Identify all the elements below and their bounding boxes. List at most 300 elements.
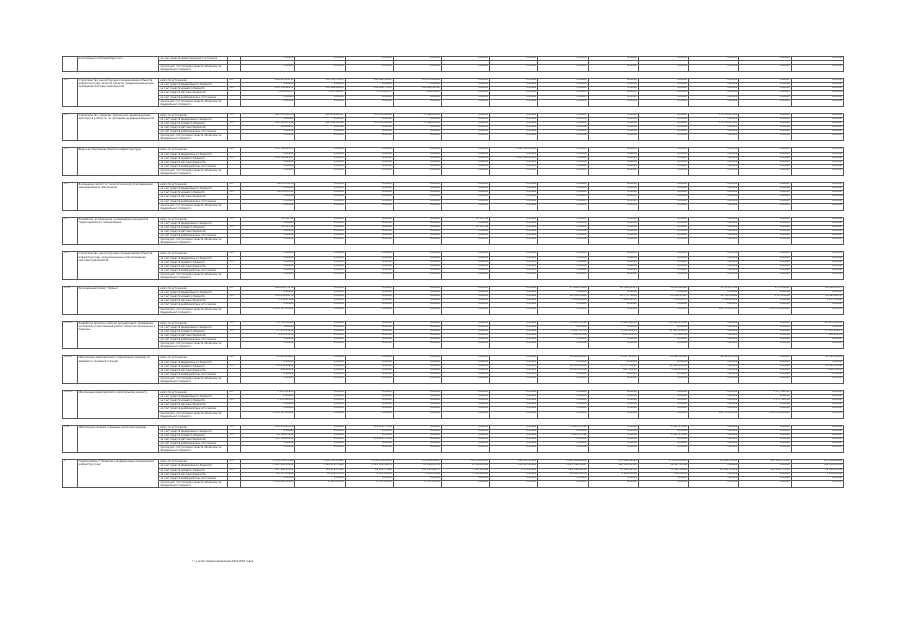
amount-cell: 1 177 919,18: [739, 399, 791, 403]
amount-cell: 0,00000: [689, 472, 739, 476]
amount-cell: 0,00000: [739, 126, 791, 130]
amount-cell: 0,00000: [240, 83, 294, 87]
funding-source: за счет средств федерального бюджета: [159, 291, 228, 295]
amount-cell: 0,00000: [393, 126, 441, 130]
amount-cell: 0,00000: [441, 476, 489, 480]
amount-cell: 0,00000: [739, 252, 791, 256]
amount-cell: 0,00000: [638, 199, 688, 203]
amount-cell: 0,00000: [295, 334, 345, 338]
amount-cell: 0,00000: [791, 238, 843, 245]
amount-cell: 0,00000: [490, 152, 538, 156]
amount-cell: 0,00000: [638, 291, 688, 295]
funding-source: прочие доп. поступления средств обязательств федерального бюджета: [159, 480, 228, 487]
amount-cell: 0,00000: [638, 203, 688, 210]
amount-cell: 0,00000: [441, 264, 489, 268]
amount-cell: 0,00000: [638, 126, 688, 130]
amount-cell: 333 663,88: [638, 334, 688, 338]
amount-cell: 0,00000: [739, 438, 791, 442]
amount-cell: 0,00000: [345, 117, 393, 121]
amount-cell: 0,00000: [295, 411, 345, 418]
amount-cell: 0,00000: [689, 168, 739, 175]
amount-cell: 0,00000: [393, 342, 441, 349]
amount-cell: 0,00000: [538, 307, 588, 314]
amount-cell: 0,00000: [791, 183, 843, 187]
amount-cell: 0,00000: [393, 83, 441, 87]
amount-cell: 8 932,00070: [345, 472, 393, 476]
amount-cell: 0,00000: [739, 130, 791, 134]
amount-cell: 0,00000: [295, 433, 345, 437]
amount-cell: 0,00000: [739, 199, 791, 203]
amount-cell: 0,00000: [345, 342, 393, 349]
budget-code: [228, 134, 241, 141]
amount-cell: 0,00000: [441, 407, 489, 411]
block-spacer: [63, 384, 844, 391]
amount-cell: 0,00000: [538, 260, 588, 264]
amount-cell: 0,00000: [490, 291, 538, 295]
amount-cell: 298 942,56521: [345, 79, 393, 83]
amount-cell: 0,00000: [441, 238, 489, 245]
amount-cell: 0,00000: [739, 321, 791, 325]
funding-source: прочие доп. поступления средств обязательств федерального бюджета: [159, 203, 228, 210]
amount-cell: 0,00000: [295, 342, 345, 349]
row-number: [63, 57, 78, 72]
amount-cell: 130 438,29178: [240, 295, 294, 299]
amount-cell: 0,00000: [538, 164, 588, 168]
amount-cell: 0,00000: [240, 203, 294, 210]
amount-cell: 0,00000: [490, 260, 538, 264]
amount-cell: 0,00000: [689, 372, 739, 376]
amount-cell: 0,00000: [490, 321, 538, 325]
amount-cell: 0,00000: [441, 321, 489, 325]
funding-source: за счет средств федерального бюджета: [159, 152, 228, 156]
amount-cell: 0,00000: [588, 199, 638, 203]
amount-cell: 23 392 176,20: [689, 460, 739, 464]
amount-cell: 0,00000: [538, 360, 588, 364]
amount-cell: 0,00000: [490, 438, 538, 442]
amount-cell: 0,00000: [441, 126, 489, 130]
amount-cell: 0,00000: [638, 338, 688, 342]
amount-cell: 0,00000: [689, 464, 739, 468]
amount-cell: 0,00000: [345, 295, 393, 299]
amount-cell: 0,00000: [689, 272, 739, 279]
amount-cell: 0,00000: [588, 395, 638, 399]
amount-cell: 0,00000: [393, 446, 441, 453]
measure-name: Обеспечение мероприятий по капитальному ремонту: [77, 391, 159, 419]
amount-cell: 0,00000: [538, 411, 588, 418]
amount-cell: 0,00000: [538, 203, 588, 210]
amount-cell: 0,00000: [739, 476, 791, 480]
amount-cell: 0,00000: [538, 195, 588, 199]
funding-source: всего по источникам: [159, 252, 228, 256]
amount-cell: 0,00000: [739, 342, 791, 349]
amount-cell: 171 783,27883: [689, 113, 739, 117]
amount-cell: 520 019,09: [791, 334, 843, 338]
amount-cell: 0,00000: [240, 168, 294, 175]
amount-cell: 0,00000: [295, 256, 345, 260]
amount-cell: 0,00000: [393, 321, 441, 325]
budget-code: 171: [228, 191, 241, 195]
amount-cell: 0,00000: [345, 57, 393, 61]
amount-cell: 0,00000: [791, 268, 843, 272]
amount-cell: 0,00000: [393, 148, 441, 152]
amount-cell: 1 177,91418: [739, 295, 791, 299]
block-spacer: [63, 314, 844, 321]
budget-code: [228, 376, 241, 383]
amount-cell: 0,00000: [393, 433, 441, 437]
amount-cell: 0,00000: [638, 130, 688, 134]
amount-cell: 0,00000: [345, 95, 393, 99]
amount-cell: 0,00000: [588, 168, 638, 175]
amount-cell: 1 882 479,96: [538, 433, 588, 437]
amount-cell: 0,00000: [739, 407, 791, 411]
amount-cell: 0,00000: [638, 187, 688, 191]
amount-cell: 0,00000: [441, 342, 489, 349]
amount-cell: 11 387,21100: [791, 364, 843, 368]
amount-cell: 0,00000: [295, 134, 345, 141]
amount-cell: 0,00000: [638, 99, 688, 106]
row-number: 1.5: [63, 148, 78, 176]
amount-cell: 0,00000: [689, 395, 739, 399]
amount-cell: 0,00000: [791, 399, 843, 403]
amount-cell: 0,00000: [689, 446, 739, 453]
amount-cell: -3 417 112,00: [588, 356, 638, 360]
amount-cell: 0,00000: [240, 395, 294, 399]
amount-cell: 0,00000: [588, 99, 638, 106]
amount-cell: 0,00000: [240, 268, 294, 272]
amount-cell: 0,00000: [689, 260, 739, 264]
funding-source: за счет средств местных бюджетов: [159, 195, 228, 199]
funding-source: прочие доп. поступления средств обязательств федерального бюджета: [159, 376, 228, 383]
amount-cell: 0,00000: [638, 64, 688, 71]
amount-cell: 31 705,36484: [240, 321, 294, 325]
amount-cell: 121 420,77434: [345, 425, 393, 429]
amount-cell: 0,00000: [345, 130, 393, 134]
amount-cell: 0,00000: [689, 191, 739, 195]
funding-source: за счет средств краевого бюджета: [159, 329, 228, 333]
amount-cell: 0,00000: [791, 122, 843, 126]
amount-cell: 0,00000: [638, 164, 688, 168]
amount-cell: 61 317,22646: [240, 472, 294, 476]
amount-cell: 0,00000: [791, 199, 843, 203]
measure-name: Строительство, освоение, техническое перевооружение аэропортов в области, по субсидиям на ведение бюджетов: [77, 113, 159, 141]
funding-source: за счет средств местных бюджетов: [159, 91, 228, 95]
amount-cell: 0,00000: [295, 399, 345, 403]
amount-cell: 0,00000: [295, 191, 345, 195]
amount-cell: 0,00000: [393, 399, 441, 403]
amount-cell: 0,00000: [791, 95, 843, 99]
amount-cell: 0,00000: [393, 395, 441, 399]
amount-cell: 0,00000: [441, 91, 489, 95]
amount-cell: 0,00000: [791, 291, 843, 295]
amount-cell: 0,00000: [345, 334, 393, 338]
amount-cell: 0,00000: [588, 221, 638, 225]
funding-source: за счет средств внебюджетных источников: [159, 476, 228, 480]
funding-source: прочие доп. поступления средств обязательств федерального бюджета: [159, 64, 228, 71]
amount-cell: 0,00000: [490, 122, 538, 126]
funding-source: за счет средств краевого бюджета: [159, 260, 228, 264]
amount-cell: 0,00000: [345, 303, 393, 307]
amount-cell: 0,00000: [393, 307, 441, 314]
amount-cell: 84 132,37035: [295, 472, 345, 476]
amount-cell: 0,00000: [739, 164, 791, 168]
amount-cell: 0,00000: [393, 287, 441, 291]
amount-cell: 0,00000: [295, 307, 345, 314]
amount-cell: 0,00000: [490, 411, 538, 418]
amount-cell: 121 420,77434: [345, 438, 393, 442]
amount-cell: 1 230 127,00000: [240, 307, 294, 314]
amount-cell: 0,00000: [240, 57, 294, 61]
spacer-cell: [63, 210, 844, 217]
amount-cell: 0,00000: [588, 338, 638, 342]
amount-cell: 0,00000: [538, 230, 588, 234]
amount-cell: 0,00000: [588, 187, 638, 191]
funding-source: за счет средств федерального бюджета: [159, 256, 228, 260]
amount-cell: 0,00000: [240, 152, 294, 156]
amount-cell: 0,00000: [490, 268, 538, 272]
amount-cell: 0,00000: [588, 264, 638, 268]
amount-cell: 225 995 770,00: [739, 468, 791, 472]
amount-cell: 60 576,93170: [441, 460, 489, 464]
amount-cell: 5 014,23066: [393, 472, 441, 476]
amount-cell: 0,00000: [791, 403, 843, 407]
amount-cell: 0,00000: [345, 83, 393, 87]
amount-cell: 0,00000: [240, 221, 294, 225]
amount-cell: 0,00000: [490, 164, 538, 168]
budget-code: 171: [228, 217, 241, 221]
funding-source: за счет средств местных бюджетов: [159, 160, 228, 164]
amount-cell: 0,00000: [345, 399, 393, 403]
funding-source: за счет средств федерального бюджета: [159, 360, 228, 364]
amount-cell: 0,00000: [441, 199, 489, 203]
amount-cell: 0,00000: [295, 391, 345, 395]
amount-cell: 0,00000: [295, 407, 345, 411]
funding-source: за счет средств краевого бюджета: [159, 122, 228, 126]
amount-cell: 0,00000: [638, 272, 688, 279]
amount-cell: 2 120 978,14: [638, 433, 688, 437]
amount-cell: 0,00000: [638, 117, 688, 121]
amount-cell: 0,00000: [345, 321, 393, 325]
amount-cell: 0,00000: [791, 195, 843, 199]
amount-cell: 0,00000: [588, 438, 638, 442]
amount-cell: 0,00000: [588, 130, 638, 134]
amount-cell: 0,00000: [441, 79, 489, 83]
amount-cell: 0,00000: [345, 225, 393, 229]
amount-cell: 0,00000: [791, 130, 843, 134]
amount-cell: 0,00000: [739, 442, 791, 446]
block-spacer: [63, 210, 844, 217]
amount-cell: 0,00000: [345, 134, 393, 141]
table-row: [63, 168, 844, 175]
amount-cell: 0,00000: [240, 187, 294, 191]
table-row: [63, 342, 844, 349]
amount-cell: 0,00000: [490, 325, 538, 329]
amount-cell: 0,00000: [791, 372, 843, 376]
amount-cell: 0,00000: [538, 438, 588, 442]
amount-cell: 0,00000: [538, 303, 588, 307]
amount-cell: 0,00000: [441, 295, 489, 299]
amount-cell: 11 262 218,69: [638, 364, 688, 368]
amount-cell: 0,00000: [490, 433, 538, 437]
amount-cell: 0,00000: [393, 429, 441, 433]
measure-name: Возмещение затрат по технологическому присоединению, единовременное обеспечение: [77, 183, 159, 211]
amount-cell: 0,00000: [588, 217, 638, 221]
amount-cell: 1 745 000,00: [393, 480, 441, 487]
funding-source: за счет средств краевого бюджета: [159, 87, 228, 91]
amount-cell: 0,00000: [490, 303, 538, 307]
amount-cell: 0,00000: [538, 476, 588, 480]
amount-cell: 0,00000: [638, 442, 688, 446]
amount-cell: 0,00000: [345, 187, 393, 191]
funding-source: за счет средств инвестиционного источника: [159, 57, 228, 61]
amount-cell: 0,00000: [393, 199, 441, 203]
amount-cell: 0,00000: [791, 264, 843, 268]
amount-cell: 585 970,17121: [295, 468, 345, 472]
amount-cell: 0,00000: [393, 57, 441, 61]
amount-cell: 21 036,95280: [240, 364, 294, 368]
amount-cell: 720,00637: [240, 126, 294, 130]
amount-cell: 0,00000: [295, 395, 345, 399]
amount-cell: 0,00000: [689, 342, 739, 349]
amount-cell: 3 367,08297: [295, 91, 345, 95]
amount-cell: 0,00000: [441, 442, 489, 446]
amount-cell: 0,00000: [345, 433, 393, 437]
amount-cell: 0,00000: [393, 338, 441, 342]
amount-cell: 0,00000: [538, 480, 588, 487]
amount-cell: 0,00000: [441, 195, 489, 199]
amount-cell: 0,00000: [538, 187, 588, 191]
amount-cell: 0,00000: [689, 57, 739, 61]
amount-cell: 0,00000: [638, 225, 688, 229]
amount-cell: 0,00000: [393, 372, 441, 376]
amount-cell: 0,00000: [345, 307, 393, 314]
amount-cell: 0,00000: [393, 376, 441, 383]
amount-cell: 0,00000: [295, 372, 345, 376]
funding-source: прочие доп. поступления средств обязательств федерального бюджета: [159, 99, 228, 106]
amount-cell: 0,00000: [490, 403, 538, 407]
amount-cell: 13 122,47222: [638, 295, 688, 299]
amount-cell: 0,00000: [588, 433, 638, 437]
amount-cell: 0,00000: [393, 164, 441, 168]
amount-cell: 0,00000: [490, 117, 538, 121]
funding-source: за счет средств внебюджетных источников: [159, 95, 228, 99]
amount-cell: 0,00000: [393, 187, 441, 191]
amount-cell: 171 783,27883: [689, 122, 739, 126]
amount-cell: 0,00000: [441, 191, 489, 195]
amount-cell: 475 564,60006: [791, 460, 843, 464]
amount-cell: 551 022,56964: [588, 460, 638, 464]
amount-cell: 0,00000: [345, 126, 393, 130]
funding-source: за счет средств местных бюджетов: [159, 264, 228, 268]
amount-cell: 0,00000: [588, 272, 638, 279]
amount-cell: 0,00000: [441, 391, 489, 395]
amount-cell: 0,00000: [588, 291, 638, 295]
funding-source: за счет средств местных бюджетов: [159, 368, 228, 372]
funding-source: всего по источникам: [159, 321, 228, 325]
funding-source: за счет средств внебюджетных источников: [159, 442, 228, 446]
amount-cell: 0,00000: [638, 217, 688, 221]
amount-cell: 0,00000: [791, 446, 843, 453]
amount-cell: 0,00000: [689, 238, 739, 245]
amount-cell: 0,00000: [295, 168, 345, 175]
amount-cell: 0,00000: [295, 325, 345, 329]
amount-cell: 0,00000: [689, 268, 739, 272]
amount-cell: 0,00000: [638, 195, 688, 199]
spacer-cell: [63, 453, 844, 460]
amount-cell: 0,00000: [739, 191, 791, 195]
amount-cell: 0,00000: [538, 403, 588, 407]
amount-cell: 73 410,38884: [638, 468, 688, 472]
amount-cell: 0,00000: [638, 376, 688, 383]
amount-cell: 0,00000: [791, 303, 843, 307]
amount-cell: 0,00000: [295, 203, 345, 210]
amount-cell: 0,00000: [588, 252, 638, 256]
amount-cell: 0,00000: [295, 164, 345, 168]
amount-cell: 0,00000: [441, 303, 489, 307]
amount-cell: 16 147,42168: [538, 364, 588, 368]
amount-cell: 0,00000: [441, 403, 489, 407]
amount-cell: 0,00000: [638, 407, 688, 411]
amount-cell: 139 957,08600: [490, 464, 538, 468]
amount-cell: 0,00000: [638, 221, 688, 225]
amount-cell: 0,00000: [791, 87, 843, 91]
amount-cell: 0,00000: [490, 187, 538, 191]
amount-cell: 0,00000: [588, 303, 638, 307]
amount-cell: 0,00000: [638, 113, 688, 117]
amount-cell: 0,00000: [393, 64, 441, 71]
amount-cell: 0,00000: [240, 338, 294, 342]
amount-cell: 0,00000: [240, 325, 294, 329]
amount-cell: 232 906,77453: [345, 87, 393, 91]
amount-cell: 389 910,07016: [791, 464, 843, 468]
spacer-cell: [63, 349, 844, 356]
amount-cell: 0,00000: [638, 260, 688, 264]
amount-cell: 20 742,38986: [689, 295, 739, 299]
amount-cell: 0,00000: [490, 126, 538, 130]
amount-cell: 0,00000: [538, 407, 588, 411]
amount-cell: 0,00000: [588, 113, 638, 117]
amount-cell: 0,00000: [295, 299, 345, 303]
amount-cell: 0,00000: [295, 252, 345, 256]
amount-cell: 0,00000: [295, 230, 345, 234]
amount-cell: 0,00000: [240, 446, 294, 453]
amount-cell: 0,00000: [240, 442, 294, 446]
block-spacer: [63, 141, 844, 148]
amount-cell: 0,00000: [588, 480, 638, 487]
amount-cell: 0,00000: [791, 126, 843, 130]
amount-cell: 0,00000: [240, 272, 294, 279]
amount-cell: 0,00000: [490, 442, 538, 446]
amount-cell: 0,00000: [739, 57, 791, 61]
spacer-cell: [63, 141, 844, 148]
amount-cell: 0,00000: [393, 264, 441, 268]
amount-cell: 0,00000: [393, 95, 441, 99]
amount-cell: 0,00000: [538, 272, 588, 279]
budget-code: 171: [228, 260, 241, 264]
measure-name: Региональный проект "Жилье": [77, 287, 159, 315]
amount-cell: 0,00000: [490, 195, 538, 199]
funding-source: всего по источникам: [159, 460, 228, 464]
amount-cell: 0,00000: [393, 391, 441, 395]
amount-cell: 0,00000: [538, 372, 588, 376]
amount-cell: 0,00000: [538, 168, 588, 175]
funding-source: за счет средств внебюджетных источников: [159, 268, 228, 272]
amount-cell: 0,00000: [739, 134, 791, 141]
amount-cell: 0,00000: [490, 472, 538, 476]
amount-cell: 0,00000: [739, 272, 791, 279]
amount-cell: 0,00000: [739, 238, 791, 245]
funding-source: за счет средств федерального бюджета: [159, 325, 228, 329]
amount-cell: 0,00000: [345, 272, 393, 279]
